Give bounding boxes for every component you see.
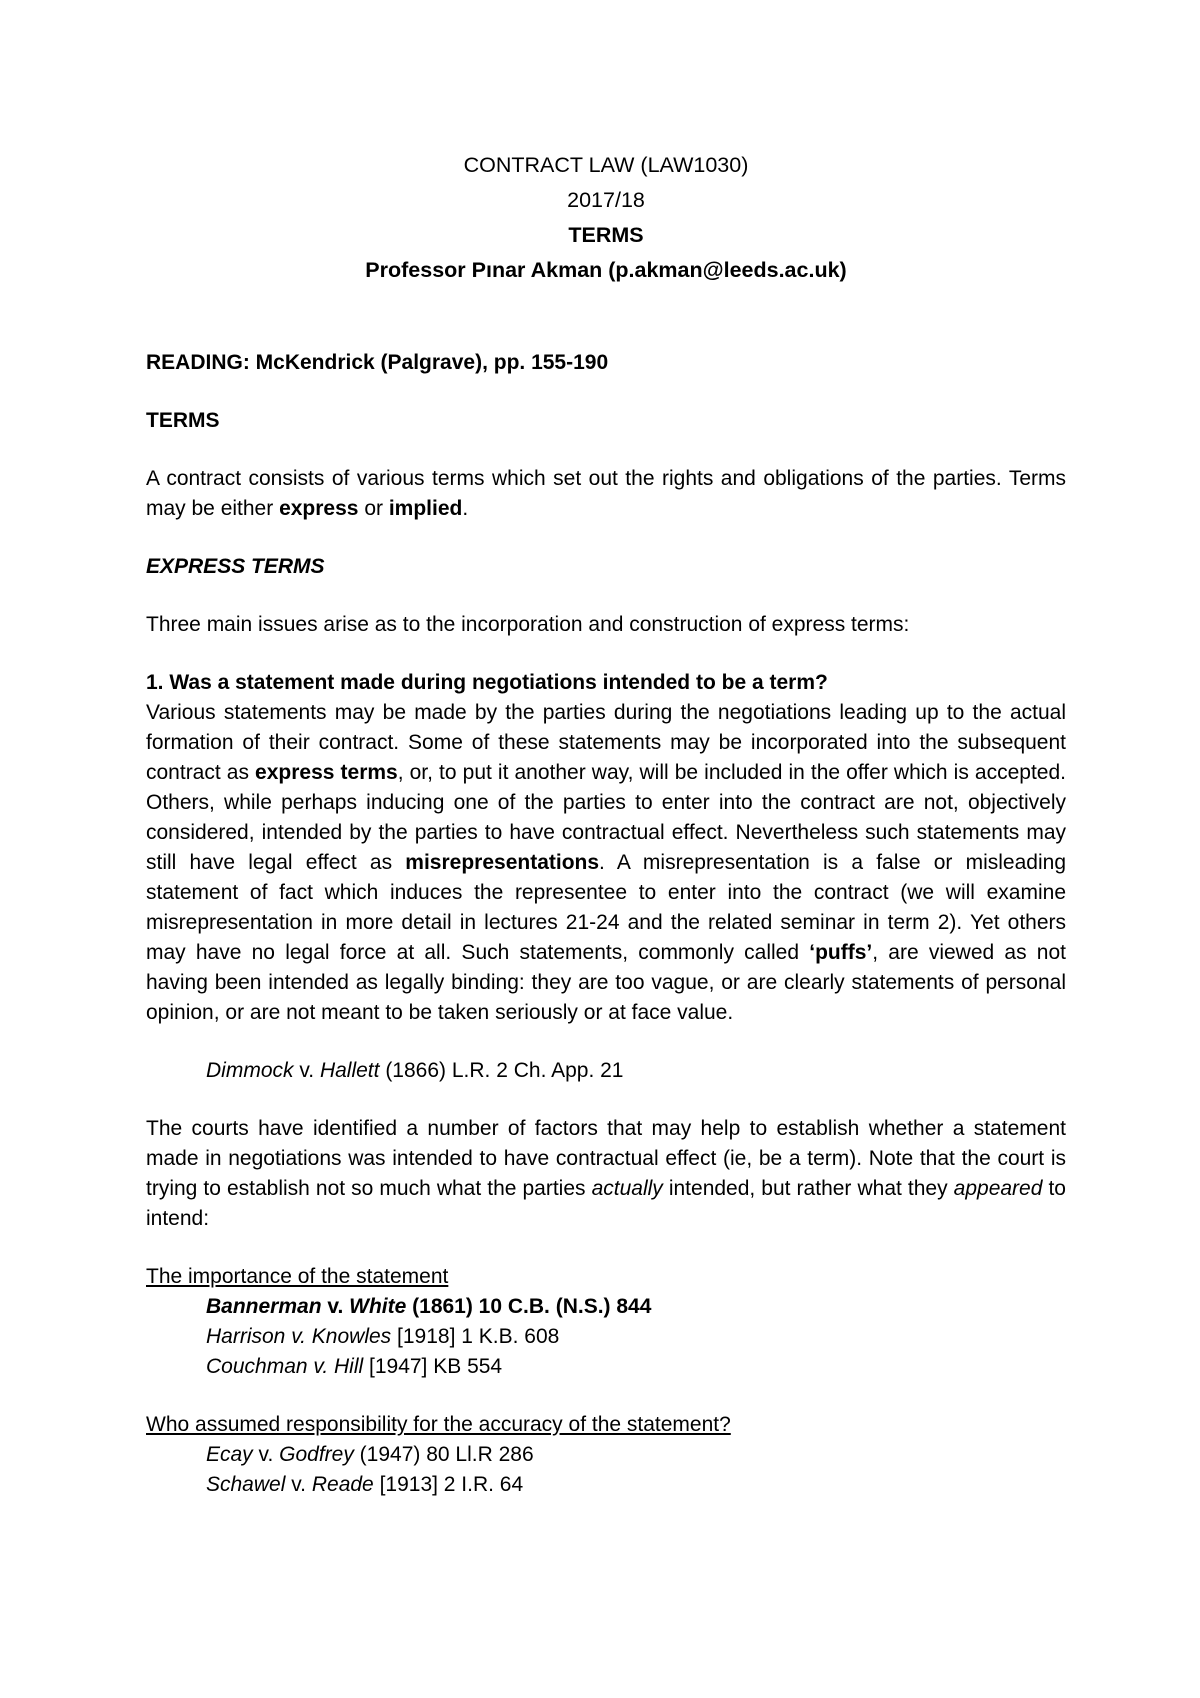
lecturer-line: Professor Pınar Akman (p.akman@leeds.ac.uk) bbox=[365, 258, 847, 282]
dimmock-case: Dimmock v. Hallett (1866) L.R. 2 Ch. App. 21 bbox=[206, 1059, 624, 1082]
case-ecay: Ecay v. Godfrey (1947) 80 Ll.R 286 bbox=[206, 1443, 534, 1466]
question-1-heading: 1. Was a statement made during negotiations intended to be a term? bbox=[146, 671, 828, 694]
header-block bbox=[146, 148, 1066, 288]
responsibility-heading: Who assumed responsibility for the accuracy of the statement? bbox=[146, 1413, 731, 1436]
document-content bbox=[146, 148, 1066, 1500]
issues-intro: Three main issues arise as to the incorporation and construction of express terms: bbox=[146, 613, 910, 636]
course-title: CONTRACT LAW (LAW1030) bbox=[463, 153, 749, 177]
case-bannerman: Bannerman v. White (1861) 10 C.B. (N.S.) 844 bbox=[206, 1295, 652, 1318]
reading-line: READING: McKendrick (Palgrave), pp. 155-190 bbox=[146, 351, 609, 374]
question-1-paragraph: Various statements may be made by the parties during the negotiations leading up to the actual formation of their contract. Some of these statements may be incorporated into the subsequent contract as express terms, or, to put it another way, will be included in the offer which is accepted. Others, while perhaps inducing one of the parties to enter into the contract are not, objectively considered, intended by the parties to have contractual effect. Nevertheless such statements may still have legal effect as misrepresentations. A misrepresentation is a false or misleading statement of fact which induces the representee to enter into the contract (we will examine misrepresentation in more detail in lectures 21-24 and the related seminar in term 2). Yet others may have no legal force at all. Such statements, commonly called ‘puffs’, are viewed as not having been intended as legally binding: they are too vague, or are clearly statements of personal opinion, or are not meant to be taken seriously or at face value. bbox=[146, 701, 1066, 1024]
topic-title: TERMS bbox=[568, 223, 644, 247]
importance-heading: The importance of the statement bbox=[146, 1265, 449, 1288]
case-couchman: Couchman v. Hill [1947] KB 554 bbox=[206, 1355, 503, 1378]
case-harrison: Harrison v. Knowles [1918] 1 K.B. 608 bbox=[206, 1325, 560, 1348]
academic-year: 2017/18 bbox=[567, 188, 645, 212]
terms-heading: TERMS bbox=[146, 409, 220, 432]
intro-paragraph: A contract consists of various terms which set out the rights and obligations of the parties. Terms may be either express or implied. bbox=[146, 467, 1066, 520]
express-terms-heading: EXPRESS TERMS bbox=[146, 555, 325, 578]
case-schawel: Schawel v. Reade [1913] 2 I.R. 64 bbox=[206, 1473, 524, 1496]
factors-paragraph: The courts have identified a number of factors that may help to establish whether a statement made in negotiations was intended to have contractual effect (ie, be a term). Note that the court is trying to establish not so much what the parties actually intended, but rather what they appeared to intend: bbox=[146, 1117, 1066, 1230]
